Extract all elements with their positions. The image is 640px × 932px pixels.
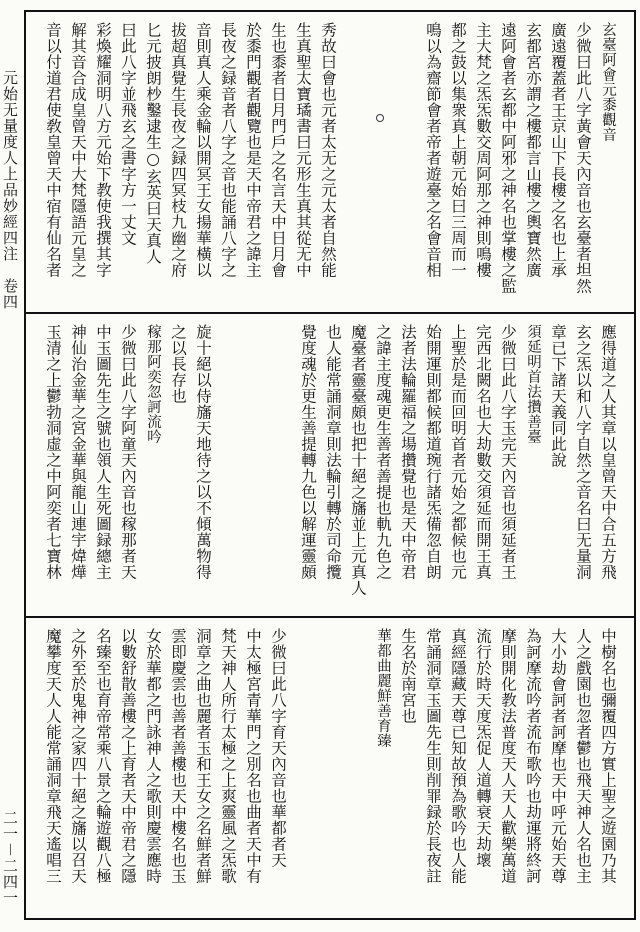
panel-1-left-columns bbox=[40, 22, 340, 306]
text-column: 章已下諸天義同此說 bbox=[549, 324, 567, 468]
text-column: 法者法輪羅福之場攢覺也是天中帝君 bbox=[399, 324, 417, 580]
margin-title: 元始无量度人上品妙經四注 卷四 bbox=[1, 70, 19, 310]
text-column: 音以付道君使敎皇曾天中宿有仙名者 bbox=[44, 22, 62, 278]
text-column: 人之戲園也忽者鬱也飛天神人名也主 bbox=[574, 628, 592, 884]
text-column: 中太極宮青華門之別名也曲者天中有 bbox=[244, 628, 262, 884]
panel-3-right-columns bbox=[370, 628, 620, 912]
text-column: 洞章之曲也麗者玉和王女之名鮮者鮮 bbox=[194, 628, 212, 884]
text-column: 覺度魂於更生善提轉九色以解運靈頗 bbox=[299, 324, 317, 580]
text-panel-2 bbox=[26, 312, 634, 616]
text-column: 玉清之上鬱勃洞虛之中阿奕者七寶林 bbox=[44, 324, 62, 580]
text-column: 中玉圖先生之號也領人生死圖録總主 bbox=[94, 324, 112, 580]
text-column: 匕元披朗杪鑿逮生○玄英曰天真人 bbox=[144, 22, 162, 265]
panel-1-right-columns bbox=[420, 22, 620, 306]
page-number: 二一－二四一 bbox=[1, 810, 19, 907]
text-column: 為訶摩流吟者流布歌吟也劫運將終訶 bbox=[524, 628, 542, 884]
text-column: 摩則開化教法普度天人天人歡樂萬道 bbox=[499, 628, 517, 884]
text-column: 長夜之録音者八字之音也能誦八字之 bbox=[219, 22, 237, 278]
text-column: 雲即慶雲也善者善樓也天中樓名也玉 bbox=[169, 628, 187, 884]
text-column: 玄都宮亦謂之樓都言山樓之輿寶然廣 bbox=[524, 22, 542, 278]
text-column: 玄之炁以和八字自然之音名曰无量洞 bbox=[574, 324, 592, 580]
text-column: 都之鼓以集衆真上朝元始曰三周而一 bbox=[449, 22, 467, 278]
text-column: 解其音合成皇曾天中大梵隱語元皇之 bbox=[69, 22, 87, 278]
text-panel-1 bbox=[26, 12, 634, 312]
text-column: 秀故曰會也元者太无之元太者自然能 bbox=[319, 22, 337, 278]
text-column: 魔攀度天人人能常誦洞章飛天遙唱三 bbox=[44, 628, 62, 884]
text-column: 主大梵之炁炁數交周阿那之神則鳴樓 bbox=[474, 22, 492, 278]
text-column: 玄臺阿會元黍觀音 bbox=[600, 22, 616, 142]
text-column: 彩煥耀洞明八方元始下教使我撰其字 bbox=[94, 22, 112, 278]
text-column: 上聖於是而回明首者元始之都候也元 bbox=[449, 324, 467, 580]
panel-2-right-columns bbox=[295, 324, 620, 610]
text-column: 少微曰此八字玉完天內音也須延者王 bbox=[499, 324, 517, 580]
text-column: 以數舒散善樓之上育者天中帝君之隱 bbox=[119, 628, 137, 884]
center-gutter bbox=[245, 324, 265, 610]
circle-mark-icon bbox=[376, 114, 384, 122]
text-column: 常誦洞章玉圖先生則削罪録於長夜註 bbox=[424, 628, 442, 884]
text-column: 魔臺者靈臺頗也把十絕之旛並上元真人 bbox=[349, 324, 367, 596]
text-column: 拔超真覺生長夜之録四冥枝九幽之府 bbox=[169, 22, 187, 278]
text-column: 曰此八字並飛玄之書字方一丈文 bbox=[119, 22, 137, 246]
text-column: 於黍門觀者觀覽也是天中帝君之諱主 bbox=[244, 22, 262, 278]
text-column: 廣遠覆蓋者王京山下長樓之名也上承 bbox=[549, 22, 567, 278]
text-column: 完西北闕名也大劫數交須延而開王真 bbox=[474, 324, 492, 580]
panel-3-left-columns bbox=[40, 628, 290, 912]
text-column: 少微曰此八字育天內音也華都者天 bbox=[269, 628, 287, 868]
text-column: 應得道之人其章以皇曾天中合五方飛 bbox=[599, 324, 617, 580]
text-column: 神仙治金華之宮金華與龍山連宇煒燁 bbox=[69, 324, 87, 580]
page-frame bbox=[24, 10, 636, 920]
text-column: 須延明首法攢善臺 bbox=[525, 324, 541, 444]
text-column: 稼那阿奕忽訶流吟 bbox=[145, 324, 161, 444]
text-column: 生真聖太寶璚書曰元形生真其從无中 bbox=[294, 22, 312, 278]
text-column: 音則真人乘金輪以開冥王女揚華橫以 bbox=[194, 22, 212, 278]
text-column: 始開運則都候都道琬行諸炁備忽自朗 bbox=[424, 324, 442, 580]
text-column: 之外至於鬼神之家四十絕之旛以召天 bbox=[69, 628, 87, 884]
text-column: 大小劫會訶者訶摩也天中呼元始天尊 bbox=[549, 628, 567, 884]
text-column: 名臻至也育帝常乘八景之輪遊觀八極 bbox=[94, 628, 112, 884]
text-panel-3 bbox=[26, 616, 634, 918]
text-column: 華都曲麗鮮善育臻 bbox=[375, 628, 391, 748]
text-column: 也人能常誦洞章則法輪引轉於司命攬 bbox=[324, 324, 342, 580]
text-column: 少微曰此八字黃會天內音也玄臺者坦然 bbox=[574, 22, 592, 294]
text-column: 中樹名也彌覆四方實上聖之遊園乃其 bbox=[599, 628, 617, 884]
text-column: 流行於時天度炁促人道轉衰天劫壞 bbox=[474, 628, 492, 868]
text-column: 少微曰此八字阿童天內音也稼那者天 bbox=[119, 324, 137, 580]
center-gutter bbox=[320, 628, 340, 912]
center-gutter bbox=[370, 22, 390, 306]
text-column: 生也黍者日月門戶之名言天中日月會 bbox=[269, 22, 287, 278]
text-column: 之以長存也 bbox=[169, 324, 187, 404]
text-column: 真經隱藏天尊已知故預為歌吟也人能 bbox=[449, 628, 467, 884]
text-column: 旋十絕以侍旛天地待之以不傾萬物得 bbox=[194, 324, 212, 580]
text-column: 女於華都之門詠神人之歌則慶雲應時 bbox=[144, 628, 162, 884]
text-column: 生名於南宮也 bbox=[399, 628, 417, 724]
text-column: 遠阿會者玄都中阿邪之神名也掌樓之監 bbox=[499, 22, 517, 294]
text-column: 之諱主度魂更生善者善提也軌九色之 bbox=[374, 324, 392, 580]
panel-2-left-columns bbox=[40, 324, 215, 610]
text-column: 梵天神人所行太極之上爽靈風之炁歌 bbox=[219, 628, 237, 884]
text-column: 鳴以為齋節會者帝者遊臺之名會音相 bbox=[424, 22, 442, 278]
